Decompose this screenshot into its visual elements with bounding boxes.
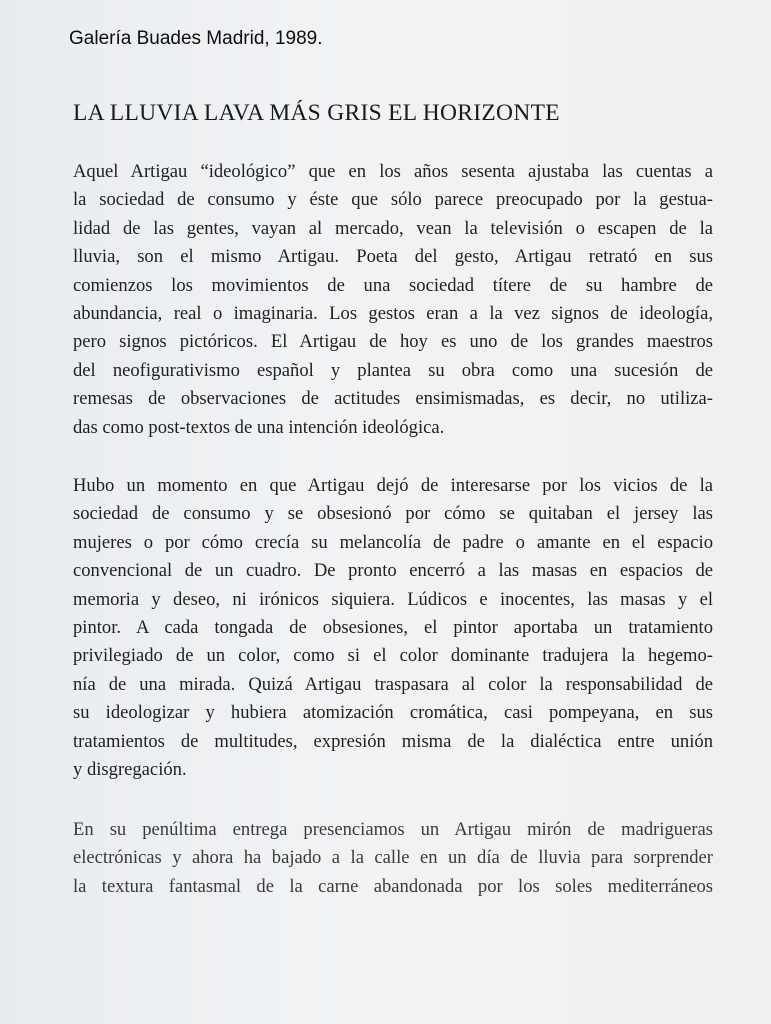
text-line: convencional de un cuadro. De pronto encerró a las masas en espacios de bbox=[73, 560, 713, 582]
text-line: la sociedad de consumo y éste que sólo parece preocupado por la gestua- bbox=[73, 189, 713, 211]
essay-title: LA LLUVIA LAVA MÁS GRIS EL HORIZONTE bbox=[73, 100, 560, 126]
text-line: En su penúltima entrega presenciamos un Artigau mirón de madrigueras bbox=[73, 819, 713, 840]
text-line: tratamientos de multitudes, expresión misma de la dialéctica entre unión bbox=[73, 730, 713, 752]
text-line: lidad de las gentes, vayan al mercado, vean la televisión o escapen de la bbox=[73, 217, 713, 239]
paragraph-1 bbox=[73, 158, 713, 442]
text-line: das como post-textos de una intención ideológica. bbox=[73, 416, 445, 438]
text-line: comienzos los movimientos de una sociedad títere de su hambre de bbox=[73, 274, 713, 296]
paragraph-2 bbox=[73, 472, 713, 784]
text-line: Hubo un momento en que Artigau dejó de interesarse por los vicios de la bbox=[73, 475, 713, 496]
text-line: remesas de observaciones de actitudes ensimismadas, es decir, no utiliza- bbox=[73, 388, 713, 410]
text-line: privilegiado de un color, como si el color dominante tradujera la hegemo- bbox=[73, 645, 713, 667]
text-line: mujeres o por cómo crecía su melancolía de padre o amante en el espacio bbox=[73, 531, 713, 553]
paragraph-3 bbox=[73, 816, 713, 901]
text-line: pero signos pictóricos. El Artigau de hoy es uno de los grandes maestros bbox=[73, 331, 713, 353]
text-line: del neofigurativismo español y plantea su obra como una sucesión de bbox=[73, 359, 713, 381]
text-line: sociedad de consumo y se obsesionó por cómo se quitaban el jersey las bbox=[73, 503, 713, 525]
text-line: su ideologizar y hubiera atomización cromática, casi pompeyana, en sus bbox=[73, 702, 713, 724]
gallery-caption: Galería Buades Madrid, 1989. bbox=[69, 28, 323, 49]
text-line: pintor. A cada tongada de obsesiones, el pintor aportaba un tratamiento bbox=[73, 617, 713, 639]
text-line: la textura fantasmal de la carne abandonada por los soles mediterráneos bbox=[73, 875, 713, 897]
text-line: y disgregación. bbox=[73, 759, 187, 781]
text-line: electrónicas y ahora ha bajado a la calle en un día de lluvia para sorprender bbox=[73, 847, 713, 869]
text-line: abundancia, real o imaginaria. Los gestos eran a la vez signos de ideología, bbox=[73, 303, 713, 325]
text-line: nía de una mirada. Quizá Artigau traspasara al color la responsabilidad de bbox=[73, 673, 713, 695]
text-line: Aquel Artigau “ideológico” que en los años sesenta ajustaba las cuentas a bbox=[73, 161, 713, 182]
text-line: memoria y deseo, ni irónicos siquiera. Lúdicos e inocentes, las masas y el bbox=[73, 588, 713, 610]
text-line: lluvia, son el mismo Artigau. Poeta del gesto, Artigau retrató en sus bbox=[73, 246, 713, 268]
